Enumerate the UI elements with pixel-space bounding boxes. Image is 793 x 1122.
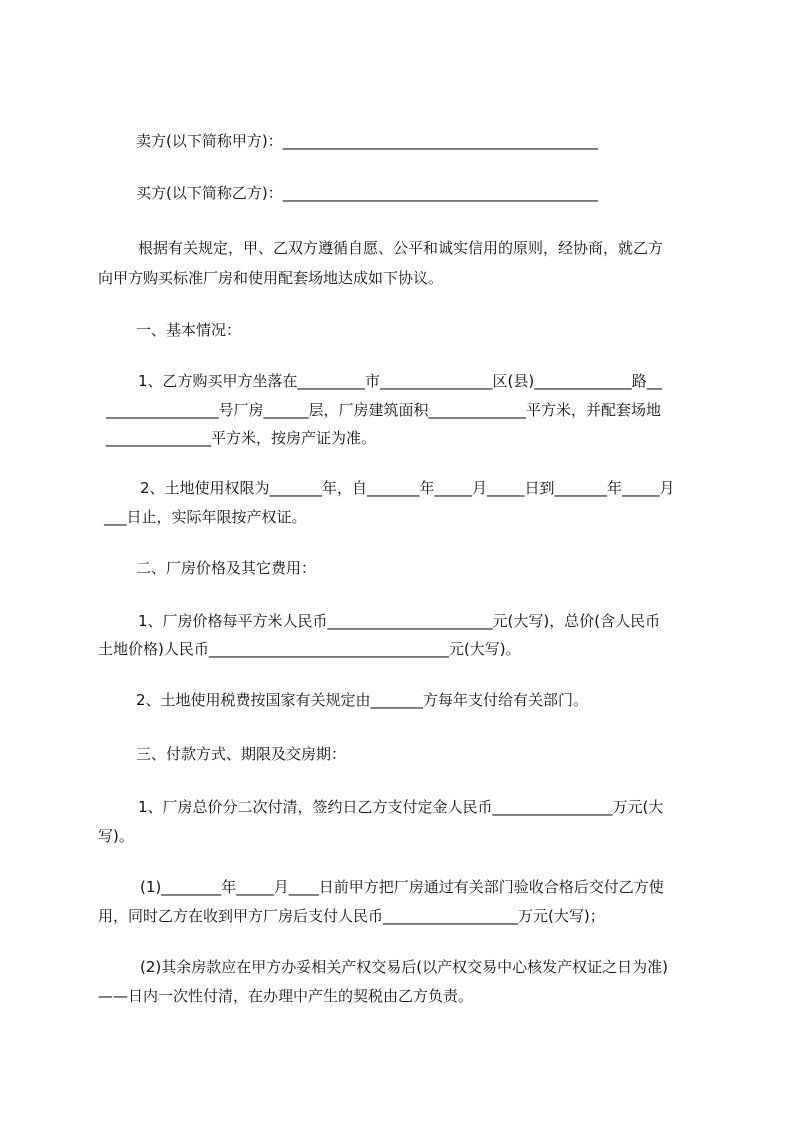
clause-1-2-line-2: ___日止，实际年限按产权证。: [104, 508, 307, 526]
clause-3-1-line-1: 1、厂房总价分二次付清，签约日乙方支付定金人民币________________万元(大: [138, 798, 664, 816]
preamble-line-2: 向甲方购买标准厂房和使用配套场地达成如下协议。: [98, 269, 444, 287]
clause-1-1-line-2: _______________号厂房______层，厂房建筑面积_____________平方米，并配套场地: [106, 401, 662, 419]
clause-1-1-line-3: ______________平方米，按房产证为准。: [106, 429, 377, 447]
buyer-line: 买方(以下简称乙方)：__________________________________________: [136, 184, 598, 202]
section-2-heading: 二、厂房价格及其它费用：: [136, 559, 317, 577]
clause-3-1-item-1-line-1: (1)________年_____月____日前甲方把厂房通过有关部门验收合格后交付乙方使: [140, 878, 664, 896]
clause-3-1-item-2-line-2: ——日内一次性付清，在办理中产生的契税由乙方负责。: [98, 987, 474, 1005]
seller-line: 卖方(以下简称甲方)：__________________________________________: [136, 132, 598, 150]
section-1-heading: 一、基本情况：: [136, 321, 242, 339]
section-3-heading: 三、付款方式、期限及交房期：: [136, 745, 347, 763]
clause-3-1-line-2: 写)。: [98, 827, 134, 845]
clause-3-1-item-1-line-2: 用，同时乙方在收到甲方厂房后支付人民币__________________万元(大写)；: [98, 907, 605, 925]
preamble-line-1: 根据有关规定，甲、乙双方遵循自愿、公平和诚实信用的原则，经协商，就乙方: [138, 239, 664, 257]
clause-2-1-line-1: 1、厂房价格每平方米人民币______________________元(大写)，总价(含人民币: [138, 612, 661, 630]
clause-2-1-line-2: 土地价格)人民币________________________________元(大写)。: [98, 640, 521, 658]
clause-3-1-item-2-line-1: (2)其余房款应在甲方办妥相关产权交易后(以产权交易中心核发产权证之日为准): [140, 958, 668, 976]
clause-1-1-line-1: 1、乙方购买甲方坐落在_________市_______________区(县)_____________路__: [138, 372, 662, 390]
clause-1-2-line-1: 2、土地使用权限为_______年，自_______年_____月_____日到_______年_____月: [140, 479, 675, 497]
clause-2-2: 2、土地使用税费按国家有关规定由_______方每年支付给有关部门。: [136, 691, 589, 709]
